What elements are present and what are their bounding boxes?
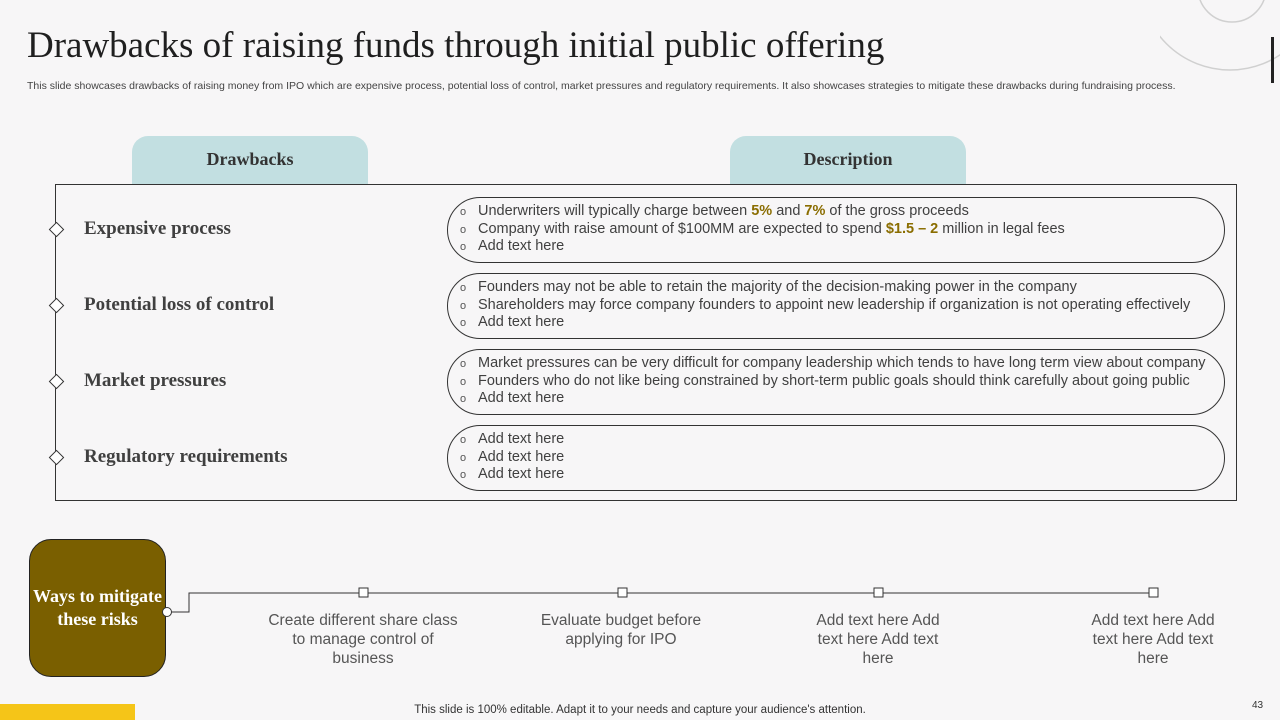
timeline-node-1 [359,588,368,597]
bullet-marker-icon: o [460,393,467,405]
bullet-text: Add text here [478,466,565,482]
drawback-label: Expensive process [84,218,231,239]
drawback-label: Potential loss of control [84,294,275,315]
drawback-label: Regulatory requirements [84,446,288,467]
drawback-label: Market pressures [84,370,227,391]
description-header: Description [730,136,966,184]
mitigation-step-2: Evaluate budget before applying for IPO [540,612,702,648]
slide-title: Drawbacks of raising funds through initial public offering [27,25,885,66]
bullet-marker-icon: o [460,224,467,236]
highlight-value: 5% [751,203,773,219]
mitigation-step-1: Create different share class to manage control of business [268,612,458,667]
bullet-text: Shareholders may force company founders to appoint new leadership if organization is not operating effectively [478,297,1191,313]
timeline-node-4 [1149,588,1158,597]
timeline-node-2 [618,588,627,597]
mitigation-step-3: Add text here Add text here Add text here [816,612,940,667]
bullet-text: million in legal fees [938,221,1065,237]
timeline-node-3 [874,588,883,597]
bullet-text: Founders may not be able to retain the majority of the decision-making power in the company [478,279,1077,295]
bullet-marker-icon: o [460,452,467,464]
footer-note: This slide is 100% editable. Adapt it to your needs and capture your audience's attention. [414,704,866,716]
bullet-text: and [772,203,805,219]
mitigation-step-4: Add text here Add text here Add text here [1091,612,1215,667]
bullet-marker-icon: o [460,469,467,481]
bullet-text: Founders who do not like being constrained by short-term public goals should think carefully about going public [478,373,1190,389]
bullet-text: Add text here [478,314,565,330]
slide-subtitle: This slide showcases drawbacks of raising money from IPO which are expensive process, potential loss of control, market pressures and regulatory requirements. It also showcases strategies to mitigate these drawbacks during fundraising process. [27,80,1176,92]
timeline-start-node [163,608,172,617]
bullet-marker-icon: o [460,206,467,218]
page-number: 43 [1252,700,1264,711]
bullet-marker-icon: o [460,358,467,370]
highlight-value: 7% [804,203,826,219]
bullet-text: Add text here [478,238,565,254]
mitigation-box: Ways to mitigate these risks [29,539,166,677]
bullet-text: of the gross proceeds [825,203,969,219]
bullet-text: Market pressures can be very difficult for company leadership which tends to have long term view about company [478,355,1206,371]
drawbacks-header: Drawbacks [132,136,368,184]
bullet-text: Underwriters will typically charge between [478,203,752,219]
bullet-marker-icon: o [460,376,467,388]
bullet-marker-icon: o [460,241,467,253]
bullet-marker-icon: o [460,300,467,312]
highlight-value: $1.5 – 2 [885,221,939,237]
bullet-text: Company with raise amount of $100MM are expected to spend [478,221,886,237]
bullet-text: Add text here [478,390,565,406]
bullet-marker-icon: o [460,317,467,329]
bullet-marker-icon: o [460,434,467,446]
bullet-marker-icon: o [460,282,467,294]
bullet-text: Add text here [478,431,565,447]
bullet-text: Add text here [478,449,565,465]
